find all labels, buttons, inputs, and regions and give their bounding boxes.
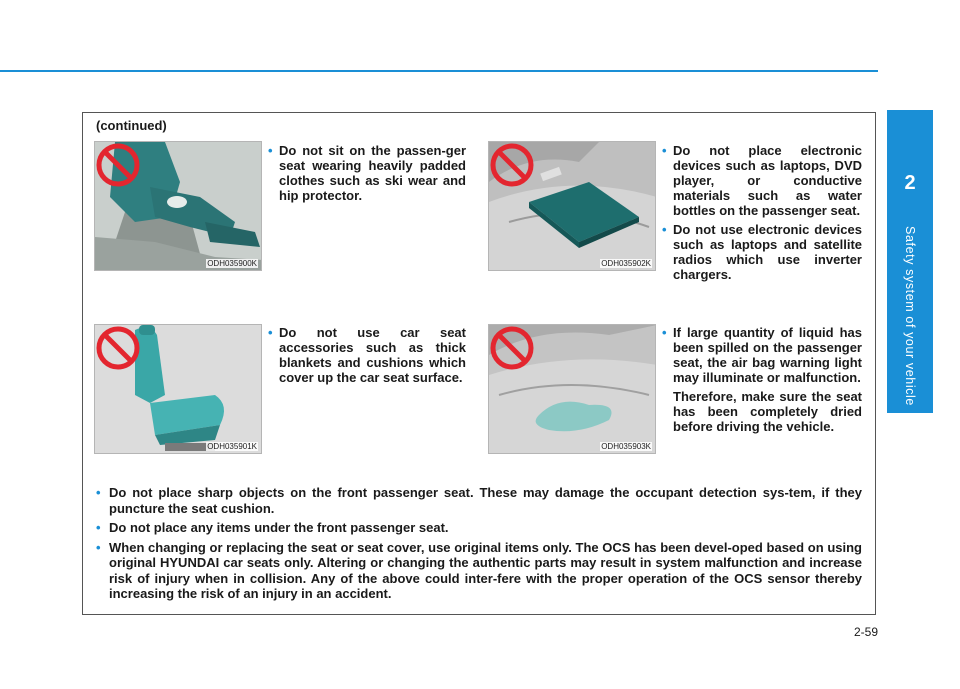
illustration-laptop-on-seat <box>488 141 656 271</box>
image-code: ODH035903K <box>601 442 651 451</box>
warning-block-liquid <box>662 325 862 438</box>
warning-item: • If large quantity of liquid has been spilled on the passenger seat, the air bag warning light may illuminate or malfunction. <box>662 325 862 385</box>
image-code: ODH035902K <box>601 259 651 268</box>
warning-item: • When changing or replacing the seat or seat cover, use original items only. The OCS has been devel-oped based on using original HYUNDAI car seats only. Altering or changing the authentic parts may result in system malfunction and increase risk of injury when in collision. Any of the above could inter-fere with the proper operation of the OCS sensor thereby increasing the risk of an injury in an accident. <box>96 540 862 602</box>
image-code: ODH035900K <box>207 259 257 268</box>
continued-label: (continued) <box>96 118 167 133</box>
warning-block-seat-accessories <box>268 325 466 389</box>
prohibition-icon <box>95 142 141 188</box>
chapter-number: 2 <box>904 172 916 194</box>
general-warning-list <box>96 485 862 606</box>
illustration-seat-cover <box>94 324 262 454</box>
warning-followup: Therefore, make sure the seat has been completely dried before driving the vehicle. <box>673 389 862 434</box>
chapter-title: Safety system of your vehicle <box>903 226 917 406</box>
warning-item: • Do not sit on the passen-ger seat wearing heavily padded clothes such as ski wear and hip protector. <box>268 143 466 203</box>
warning-item: • Do not use car seat accessories such as thick blankets and cushions which cover up the car seat surface. <box>268 325 466 385</box>
prohibition-icon <box>489 142 535 188</box>
warning-item: • Do not place any items under the front passenger seat. <box>96 520 862 536</box>
illustration-padded-clothes <box>94 141 262 271</box>
chapter-side-tab <box>887 110 933 413</box>
prohibition-icon <box>489 325 535 371</box>
warning-item: • Do not place electronic devices such as laptops, DVD player, or conductive materials such as water bottles on the passenger seat. <box>662 143 862 218</box>
header-rule <box>0 70 878 72</box>
prohibition-icon <box>95 325 141 371</box>
image-code: ODH035901K <box>207 442 257 451</box>
warning-block-electronics <box>662 143 862 286</box>
warning-item: • Do not use electronic devices such as laptops and satellite radios which use inverter chargers. <box>662 222 862 282</box>
warning-block-padded-clothes <box>268 143 466 207</box>
warning-item: • Do not place sharp objects on the front passenger seat. These may damage the occupant detection sys-tem, if they puncture the seat cushion. <box>96 485 862 516</box>
page-number: 2-59 <box>853 625 878 639</box>
illustration-liquid-spill <box>488 324 656 454</box>
